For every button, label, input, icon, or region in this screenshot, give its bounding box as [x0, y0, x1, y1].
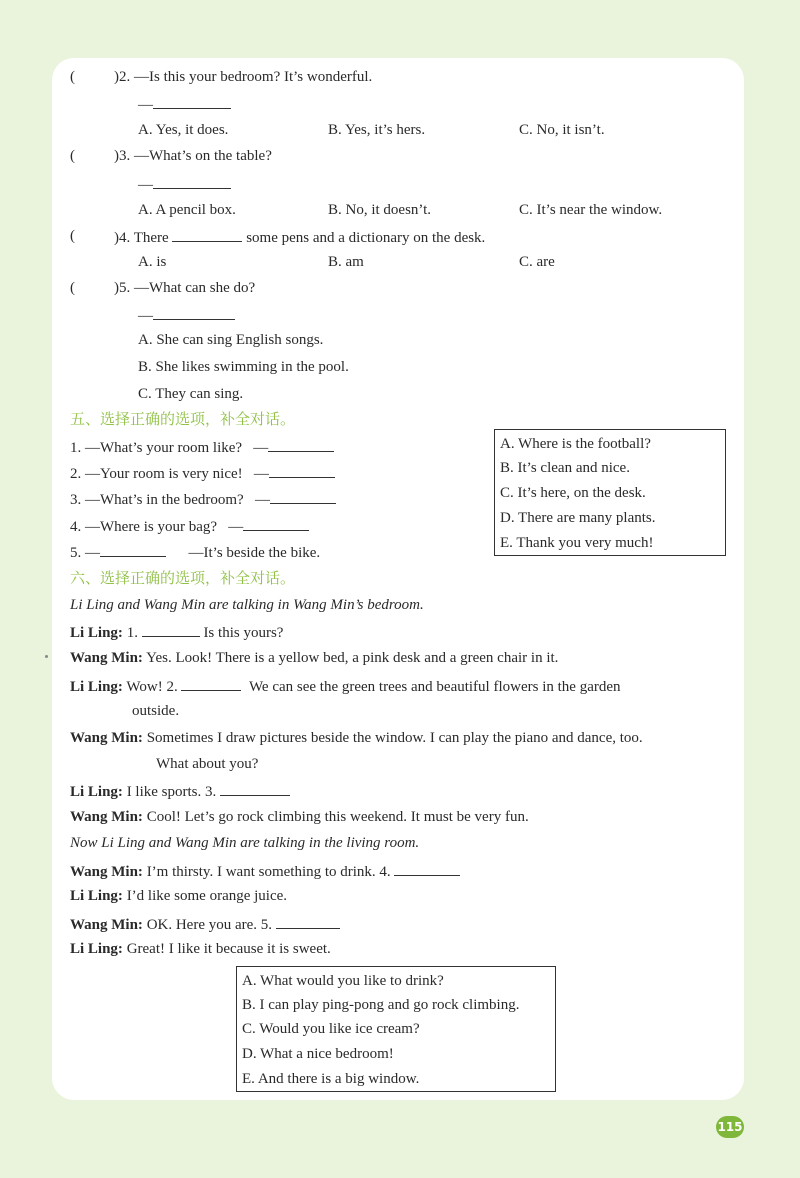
- dialogue-line-2: Wang Min: Yes. Look! There is a yellow bed, a pink desk and a green chair in it.: [70, 650, 559, 666]
- dialogue-item-1: 1. —What’s your room like? —: [70, 437, 334, 457]
- option-c[interactable]: C. Would you like ice cream?: [242, 1021, 420, 1037]
- dialogue-line-8: Li Ling: I’d like some orange juice.: [70, 888, 288, 904]
- option-c[interactable]: C. They can sing.: [138, 386, 244, 402]
- answer-paren[interactable]: (: [70, 280, 75, 296]
- speaker-wang-min: Wang Min:: [70, 917, 143, 933]
- speaker-wang-min: Wang Min:: [70, 864, 143, 880]
- option-a[interactable]: A. is: [138, 254, 167, 270]
- dialogue-line-1: Li Ling: 1. Is this yours?: [70, 622, 283, 642]
- option-b[interactable]: B. She likes swimming in the pool.: [138, 359, 349, 375]
- answer-blank[interactable]: [172, 227, 242, 242]
- dialogue-line-10: Li Ling: Great! I like it because it is sweet.: [70, 941, 331, 957]
- speaker-wang-min: Wang Min:: [70, 730, 143, 746]
- answer-blank[interactable]: [268, 437, 334, 452]
- answer-blank[interactable]: [100, 542, 166, 557]
- answer-blank[interactable]: [153, 174, 231, 189]
- answer-blank[interactable]: [243, 516, 309, 531]
- option-a[interactable]: A. Where is the football?: [500, 436, 651, 452]
- section-6-heading: 六、选择正确的选项，补全对话。: [70, 569, 296, 587]
- answer-blank[interactable]: [276, 914, 340, 929]
- speaker-li-ling: Li Ling:: [70, 625, 123, 641]
- answer-paren[interactable]: (: [70, 69, 75, 85]
- dialogue-line-7: Wang Min: I’m thirsty. I want something to drink. 4.: [70, 861, 460, 881]
- option-a[interactable]: A. A pencil box.: [138, 202, 236, 218]
- option-b[interactable]: B. It’s clean and nice.: [500, 460, 630, 476]
- speaker-li-ling: Li Ling:: [70, 888, 123, 904]
- dialogue-line-4: Wang Min: Sometimes I draw pictures beside the window. I can play the piano and dance, too.: [70, 730, 643, 746]
- answer-blank[interactable]: [153, 94, 231, 109]
- scene-intro-2: Now Li Ling and Wang Min are talking in the living room.: [70, 835, 420, 851]
- answer-blank[interactable]: [269, 463, 335, 478]
- option-c[interactable]: C. are: [519, 254, 555, 270]
- option-b[interactable]: B. No, it doesn’t.: [328, 202, 432, 218]
- question-text: )3. —What’s on the table?: [114, 148, 272, 164]
- scene-intro-1: Li Ling and Wang Min are talking in Wang Min’s bedroom.: [70, 597, 424, 613]
- answer-blank[interactable]: [394, 861, 460, 876]
- section-5-heading: 五、选择正确的选项，补全对话。: [70, 410, 296, 428]
- answer-paren[interactable]: (: [70, 148, 75, 164]
- dialogue-line-5: Li Ling: I like sports. 3.: [70, 781, 290, 801]
- answer-blank[interactable]: [181, 676, 241, 691]
- speaker-wang-min: Wang Min:: [70, 650, 143, 666]
- dialogue-line-9: Wang Min: OK. Here you are. 5.: [70, 914, 340, 934]
- speaker-li-ling: Li Ling:: [70, 784, 123, 800]
- option-a[interactable]: A. Yes, it does.: [138, 122, 229, 138]
- answer-dash: —: [138, 174, 231, 194]
- dialogue-line-3-cont: outside.: [132, 703, 180, 719]
- option-c[interactable]: C. No, it isn’t.: [519, 122, 605, 138]
- speaker-wang-min: Wang Min:: [70, 809, 143, 825]
- dialogue-line-4-cont: What about you?: [156, 756, 259, 772]
- option-b[interactable]: B. I can play ping-pong and go rock climbing.: [242, 997, 520, 1013]
- option-c[interactable]: C. It’s here, on the desk.: [500, 485, 646, 501]
- answer-dash: —: [138, 94, 231, 114]
- dialogue-item-3: 3. —What’s in the bedroom? —: [70, 489, 336, 509]
- option-e[interactable]: E. And there is a big window.: [242, 1071, 420, 1087]
- option-a[interactable]: A. What would you like to drink?: [242, 973, 444, 989]
- dialogue-item-5: 5. — —It’s beside the bike.: [70, 542, 320, 562]
- dot-mark: [45, 655, 48, 658]
- options-box-5: [494, 429, 726, 556]
- dialogue-item-2: 2. —Your room is very nice! —: [70, 463, 335, 483]
- question-text: )5. —What can she do?: [114, 280, 256, 296]
- option-b[interactable]: B. Yes, it’s hers.: [328, 122, 426, 138]
- page-number: 115: [716, 1116, 744, 1138]
- answer-blank[interactable]: [142, 622, 200, 637]
- speaker-li-ling: Li Ling:: [70, 941, 123, 957]
- question-text: )2. —Is this your bedroom? It’s wonderful.: [114, 69, 373, 85]
- answer-blank[interactable]: [270, 489, 336, 504]
- option-d[interactable]: D. There are many plants.: [500, 510, 656, 526]
- answer-paren[interactable]: (: [70, 228, 75, 244]
- option-b[interactable]: B. am: [328, 254, 364, 270]
- option-e[interactable]: E. Thank you very much!: [500, 535, 654, 551]
- answer-dash: —: [138, 305, 235, 325]
- options-box-6: [236, 966, 556, 1092]
- question-text: )4. There some pens and a dictionary on the desk.: [114, 227, 485, 247]
- dialogue-line-3: Li Ling: Wow! 2. We can see the green trees and beautiful flowers in the garden: [70, 676, 621, 696]
- dialogue-line-6: Wang Min: Cool! Let’s go rock climbing this weekend. It must be very fun.: [70, 809, 529, 825]
- option-d[interactable]: D. What a nice bedroom!: [242, 1046, 394, 1062]
- speaker-li-ling: Li Ling:: [70, 679, 123, 695]
- answer-blank[interactable]: [153, 305, 235, 320]
- answer-blank[interactable]: [220, 781, 290, 796]
- dialogue-item-4: 4. —Where is your bag? —: [70, 516, 309, 536]
- option-a[interactable]: A. She can sing English songs.: [138, 332, 324, 348]
- option-c[interactable]: C. It’s near the window.: [519, 202, 663, 218]
